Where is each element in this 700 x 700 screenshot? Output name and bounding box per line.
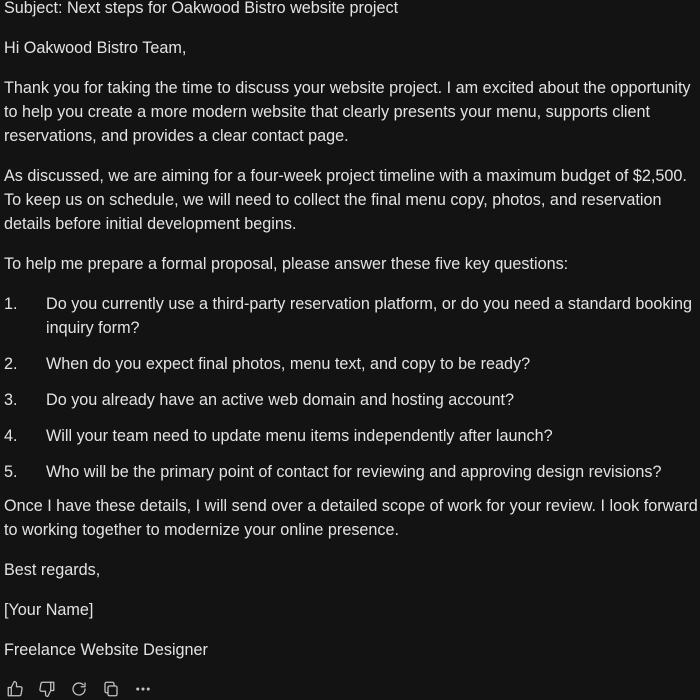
- timeline-line: As discussed, we are aiming for a four-week project timeline with a maximum budget of $2,500.: [4, 167, 687, 185]
- question-number: 2.: [4, 355, 18, 373]
- email-sender-name: [Your Name]: [4, 601, 94, 619]
- response-content: [4, 0, 700, 678]
- question-item: [4, 424, 700, 460]
- thumbs-up-icon: [6, 680, 24, 698]
- question-number: 5.: [4, 463, 18, 481]
- bad-response-button[interactable]: [38, 678, 70, 700]
- question-number: 3.: [4, 391, 18, 409]
- more-icon: [134, 680, 152, 698]
- question-item: [4, 352, 700, 388]
- more-options-button[interactable]: [134, 678, 166, 700]
- thumbs-down-icon: [38, 680, 56, 698]
- question-text: Do you already have an active web domain and hosting account?: [46, 391, 514, 409]
- question-item: [4, 460, 700, 496]
- copy-icon: [102, 680, 120, 698]
- schedule-line: To keep us on schedule, we will need to collect the final menu copy, photos, and reservation details before initial development begins.: [4, 191, 662, 233]
- email-paragraph-timeline: [4, 164, 700, 252]
- questions-intro: To help me prepare a formal proposal, please answer these five key questions:: [4, 255, 569, 273]
- question-text: Who will be the primary point of contact for reviewing and approving design revisions?: [46, 463, 662, 481]
- email-closing-paragraph: Once I have these details, I will send over a detailed scope of work for your review. I look forward to working together to modernize your online presence.: [4, 497, 698, 539]
- question-item: [4, 292, 700, 352]
- email-subject: Subject: Next steps for Oakwood Bistro website project: [4, 0, 399, 17]
- email-sender-title: Freelance Website Designer: [4, 641, 208, 659]
- question-text: When do you expect final photos, menu text, and copy to be ready?: [46, 355, 531, 373]
- email-paragraph-intro: Thank you for taking the time to discuss your website project. I am excited about the opportunity to help you create a more modern website that clearly presents your menu, supports client reservations, and provides a clear contact page.: [4, 79, 691, 145]
- refresh-icon: [70, 680, 88, 698]
- question-text: Will your team need to update menu items independently after launch?: [46, 427, 553, 445]
- regenerate-button[interactable]: [70, 678, 102, 700]
- email-sign-off: Best regards,: [4, 561, 101, 579]
- email-greeting: Hi Oakwood Bistro Team,: [4, 39, 187, 57]
- question-item: [4, 388, 700, 424]
- question-text: Do you currently use a third-party reservation platform, or do you need a standard booking inquiry form?: [46, 295, 693, 337]
- response-actions-toolbar: [6, 678, 166, 700]
- good-response-button[interactable]: [6, 678, 38, 700]
- questions-list: [4, 292, 700, 496]
- question-number: 1.: [4, 295, 18, 313]
- question-number: 4.: [4, 427, 18, 445]
- copy-button[interactable]: [102, 678, 134, 700]
